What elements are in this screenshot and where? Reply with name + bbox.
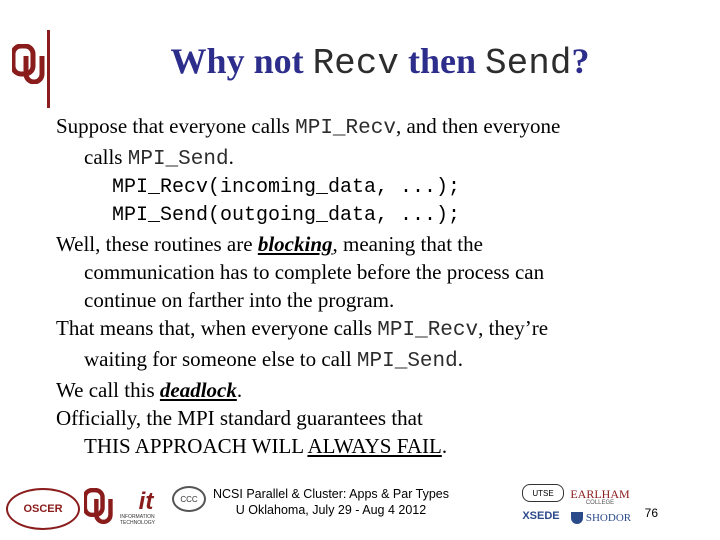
cc-logo: CCC xyxy=(172,486,206,512)
shodor-logo: SHODOR xyxy=(568,510,634,526)
slide-title: Why not Recv then Send? xyxy=(170,41,590,84)
paragraph-waiting: That means that, when everyone calls MPI_Recv, they’re xyxy=(56,316,549,342)
paragraph-suppose: Suppose that everyone calls MPI_Recv, and then everyone xyxy=(56,114,561,140)
utse-logo: UTSE xyxy=(522,484,564,502)
footer-text xyxy=(186,486,476,518)
footer xyxy=(0,482,720,540)
code-send: MPI_Send(outgoing_data, ...); xyxy=(112,204,461,227)
code-recv: MPI_Recv(incoming_data, ...); xyxy=(112,176,461,199)
oscer-logo: OSCER xyxy=(6,488,80,530)
footer-line1: NCSI Parallel & Cluster: Apps & Par Types xyxy=(213,487,449,501)
it-logo: it INFORMATION TECHNOLOGY xyxy=(120,488,156,526)
footer-line2: U Oklahoma, July 29 - Aug 4 2012 xyxy=(235,503,427,517)
ou-footer-logo-icon xyxy=(84,488,114,524)
paragraph-officially: Officially, the MPI standard guarantees that xyxy=(56,406,423,430)
paragraph-deadlock: We call this deadlock. xyxy=(56,378,243,402)
page-number: 76 xyxy=(644,506,658,520)
earlham-logo: EARLHAM COLLEGE xyxy=(570,487,630,506)
shield-icon xyxy=(571,512,583,524)
xsede-logo: XSEDE xyxy=(522,510,560,522)
paragraph-blocking: Well, these routines are blocking, meaning that the xyxy=(56,232,483,256)
slide-body: Suppose that everyone calls MPI_Recv, and then everyone calls MPI_Send. MPI_Recv(incoming_data, ...); MPI_Send(outgoing_data, ...); Well, these routines are blocking, meaning that the communication has to complete before the process can continue on farther into the program. That means that, when everyone calls MPI_Recv, they’re waiting for someone else to call MPI_Send. We call this deadlock. Officially, the MPI standard guarantees that THIS APPROACH WILL ALWAYS FAIL. xyxy=(56,112,706,460)
